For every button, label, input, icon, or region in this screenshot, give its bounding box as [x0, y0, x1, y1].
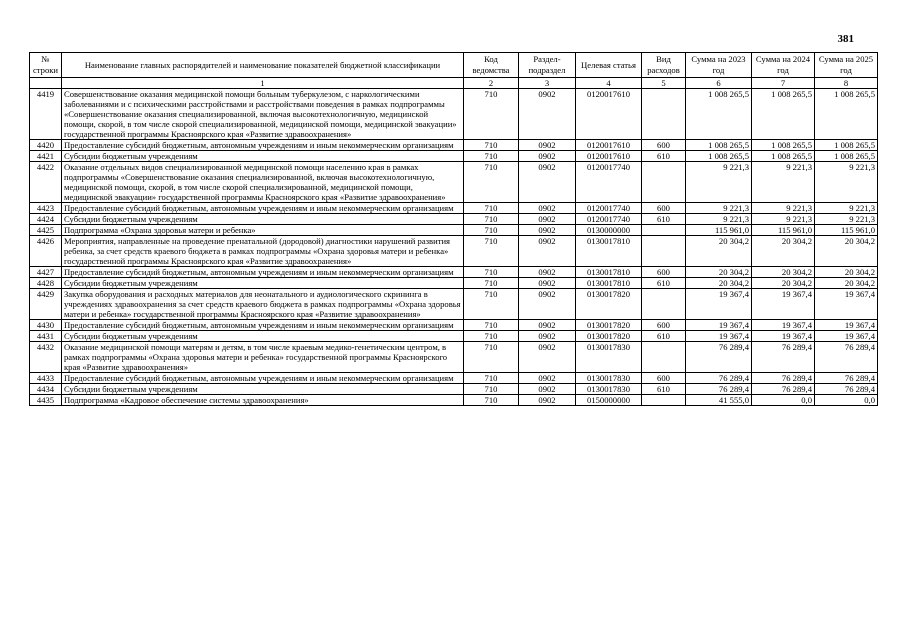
target-code: 0120017610 — [576, 89, 642, 140]
dept-code: 710 — [464, 225, 519, 236]
header-section: Раздел-подраздел — [519, 53, 576, 78]
dept-code: 710 — [464, 203, 519, 214]
sum-2025: 9 221,3 — [815, 214, 878, 225]
sum-2023: 20 304,2 — [686, 278, 752, 289]
sum-2025: 19 367,4 — [815, 331, 878, 342]
header-target: Целевая статья — [576, 53, 642, 78]
expense-type: 600 — [642, 373, 686, 384]
table-row — [30, 140, 878, 151]
row-name: Субсидии бюджетным учреждениям — [62, 214, 464, 225]
sum-2024: 76 289,4 — [752, 342, 815, 373]
sum-2025: 76 289,4 — [815, 373, 878, 384]
target-code: 0120017610 — [576, 151, 642, 162]
target-code: 0130017810 — [576, 236, 642, 267]
section-code: 0902 — [519, 342, 576, 373]
sum-2023: 9 221,3 — [686, 162, 752, 203]
row-number: 4422 — [30, 162, 62, 203]
table-body — [30, 89, 878, 406]
sum-2023: 76 289,4 — [686, 384, 752, 395]
target-code: 0150000000 — [576, 395, 642, 406]
row-number: 4428 — [30, 278, 62, 289]
table-row — [30, 151, 878, 162]
row-number: 4425 — [30, 225, 62, 236]
dept-code: 710 — [464, 236, 519, 267]
row-number: 4419 — [30, 89, 62, 140]
table-row — [30, 225, 878, 236]
expense-type: 600 — [642, 203, 686, 214]
section-code: 0902 — [519, 320, 576, 331]
dept-code: 710 — [464, 214, 519, 225]
row-name: Предоставление субсидий бюджетным, автономным учреждениям и иным некоммерческим организациям — [62, 203, 464, 214]
dept-code: 710 — [464, 267, 519, 278]
row-name: Подпрограмма «Охрана здоровья матери и ребенка» — [62, 225, 464, 236]
column-number: 6 — [686, 78, 752, 89]
sum-2024: 20 304,2 — [752, 278, 815, 289]
section-code: 0902 — [519, 278, 576, 289]
page-number: 381 — [837, 33, 854, 45]
expense-type — [642, 236, 686, 267]
row-number: 4433 — [30, 373, 62, 384]
sum-2023: 20 304,2 — [686, 236, 752, 267]
sum-2023: 115 961,0 — [686, 225, 752, 236]
section-code: 0902 — [519, 140, 576, 151]
target-code: 0130017820 — [576, 320, 642, 331]
target-code: 0130017820 — [576, 331, 642, 342]
header-dept-code: Код ведомства — [464, 53, 519, 78]
dept-code: 710 — [464, 373, 519, 384]
row-number: 4431 — [30, 331, 62, 342]
section-code: 0902 — [519, 384, 576, 395]
sum-2025: 9 221,3 — [815, 162, 878, 203]
target-code: 0130017830 — [576, 373, 642, 384]
sum-2023: 41 555,0 — [686, 395, 752, 406]
sum-2024: 115 961,0 — [752, 225, 815, 236]
expense-type: 610 — [642, 384, 686, 395]
column-number — [30, 78, 62, 89]
sum-2025: 19 367,4 — [815, 320, 878, 331]
sum-2025: 76 289,4 — [815, 342, 878, 373]
target-code: 0130017810 — [576, 267, 642, 278]
table-row — [30, 289, 878, 320]
target-code: 0130017810 — [576, 278, 642, 289]
section-code: 0902 — [519, 267, 576, 278]
row-number: 4429 — [30, 289, 62, 320]
sum-2023: 76 289,4 — [686, 342, 752, 373]
dept-code: 710 — [464, 162, 519, 203]
sum-2024: 19 367,4 — [752, 289, 815, 320]
expense-type: 610 — [642, 278, 686, 289]
row-name: Совершенствование оказания медицинской помощи больным туберкулезом, с наркологическими заболеваниями и с психическими расстройствами и расстройствами поведения в рамках подпрограммы «Совершенствование оказания специализированной, включая высокотехнологичную, медицинской помощи, скорой, в том числе скорой специализированной, медицинской помощи, медицинской эвакуации» государственной программы Красноярского края «Развитие здравоохранения» — [62, 89, 464, 140]
sum-2024: 19 367,4 — [752, 320, 815, 331]
sum-2023: 20 304,2 — [686, 267, 752, 278]
column-number-row — [30, 78, 878, 89]
sum-2023: 1 008 265,5 — [686, 140, 752, 151]
row-name: Субсидии бюджетным учреждениям — [62, 331, 464, 342]
sum-2023: 1 008 265,5 — [686, 89, 752, 140]
column-number: 5 — [642, 78, 686, 89]
dept-code: 710 — [464, 395, 519, 406]
row-name: Оказание отдельных видов специализированной медицинской помощи населению края в рамках подпрограммы «Совершенствование оказания специализированной, включая высокотехнологичную, медицинской помощи, скорой, в том числе скорой специализированной, медицинской помощи, медицинской эвакуации» государственной программы Красноярского края «Развитие здравоохранения» — [62, 162, 464, 203]
dept-code: 710 — [464, 289, 519, 320]
sum-2024: 9 221,3 — [752, 162, 815, 203]
sum-2024: 76 289,4 — [752, 373, 815, 384]
section-code: 0902 — [519, 214, 576, 225]
sum-2025: 19 367,4 — [815, 289, 878, 320]
column-number: 2 — [464, 78, 519, 89]
expense-type — [642, 342, 686, 373]
sum-2023: 19 367,4 — [686, 331, 752, 342]
row-name: Субсидии бюджетным учреждениям — [62, 278, 464, 289]
expense-type: 600 — [642, 320, 686, 331]
sum-2025: 1 008 265,5 — [815, 89, 878, 140]
table-row — [30, 331, 878, 342]
target-code: 0130017830 — [576, 342, 642, 373]
column-number: 8 — [815, 78, 878, 89]
section-code: 0902 — [519, 395, 576, 406]
expense-type: 600 — [642, 267, 686, 278]
section-code: 0902 — [519, 151, 576, 162]
table-row — [30, 236, 878, 267]
column-number: 7 — [752, 78, 815, 89]
dept-code: 710 — [464, 278, 519, 289]
row-name: Субсидии бюджетным учреждениям — [62, 151, 464, 162]
row-name: Подпрограмма «Кадровое обеспечение системы здравоохранения» — [62, 395, 464, 406]
row-number: 4432 — [30, 342, 62, 373]
sum-2023: 19 367,4 — [686, 289, 752, 320]
row-number: 4420 — [30, 140, 62, 151]
sum-2025: 9 221,3 — [815, 203, 878, 214]
column-number: 1 — [62, 78, 464, 89]
expense-type: 600 — [642, 140, 686, 151]
target-code: 0130017830 — [576, 384, 642, 395]
row-number: 4424 — [30, 214, 62, 225]
dept-code: 710 — [464, 384, 519, 395]
sum-2023: 1 008 265,5 — [686, 151, 752, 162]
sum-2024: 9 221,3 — [752, 203, 815, 214]
header-sum-2024: Сумма на 2024 год — [752, 53, 815, 78]
sum-2025: 0,0 — [815, 395, 878, 406]
target-code: 0120017740 — [576, 203, 642, 214]
dept-code: 710 — [464, 320, 519, 331]
header-name: Наименование главных распорядителей и наименование показателей бюджетной классификации — [62, 53, 464, 78]
sum-2025: 76 289,4 — [815, 384, 878, 395]
sum-2025: 1 008 265,5 — [815, 140, 878, 151]
section-code: 0902 — [519, 162, 576, 203]
target-code: 0120017740 — [576, 214, 642, 225]
expense-type — [642, 395, 686, 406]
row-name: Предоставление субсидий бюджетным, автономным учреждениям и иным некоммерческим организациям — [62, 140, 464, 151]
row-number: 4423 — [30, 203, 62, 214]
row-name: Предоставление субсидий бюджетным, автономным учреждениям и иным некоммерческим организациям — [62, 373, 464, 384]
sum-2024: 1 008 265,5 — [752, 140, 815, 151]
section-code: 0902 — [519, 236, 576, 267]
sum-2025: 1 008 265,5 — [815, 151, 878, 162]
sum-2024: 0,0 — [752, 395, 815, 406]
sum-2024: 1 008 265,5 — [752, 89, 815, 140]
header-sum-2025: Сумма на 2025 год — [815, 53, 878, 78]
sum-2024: 19 367,4 — [752, 331, 815, 342]
table-row — [30, 395, 878, 406]
dept-code: 710 — [464, 331, 519, 342]
target-code: 0130000000 — [576, 225, 642, 236]
row-name: Мероприятия, направленные на проведение пренатальной (дородовой) диагностики нарушений развития ребенка, за счет средств краевого бюджета в рамках подпрограммы «Охрана здоровья матери и ребенка» государственной программы Красноярского края «Развитие здравоохранения» — [62, 236, 464, 267]
table-row — [30, 267, 878, 278]
expense-type — [642, 225, 686, 236]
sum-2025: 20 304,2 — [815, 236, 878, 267]
expense-type — [642, 162, 686, 203]
table-row — [30, 278, 878, 289]
expense-type — [642, 89, 686, 140]
sum-2023: 9 221,3 — [686, 214, 752, 225]
dept-code: 710 — [464, 342, 519, 373]
row-name: Закупка оборудования и расходных материалов для неонатального и аудиологического скрининга в учреждениях здравоохранения за счет средств краевого бюджета в рамках подпрограммы «Охрана здоровья матери и ребенка» государственной программы Красноярского края «Развитие здравоохранения» — [62, 289, 464, 320]
header-row-number: № строки — [30, 53, 62, 78]
row-number: 4427 — [30, 267, 62, 278]
sum-2025: 20 304,2 — [815, 278, 878, 289]
row-number: 4421 — [30, 151, 62, 162]
table-row — [30, 320, 878, 331]
sum-2024: 1 008 265,5 — [752, 151, 815, 162]
column-number: 3 — [519, 78, 576, 89]
table-row — [30, 89, 878, 140]
row-number: 4435 — [30, 395, 62, 406]
table-row — [30, 214, 878, 225]
table-row — [30, 373, 878, 384]
row-name: Предоставление субсидий бюджетным, автономным учреждениям и иным некоммерческим организациям — [62, 267, 464, 278]
sum-2023: 19 367,4 — [686, 320, 752, 331]
table-row — [30, 162, 878, 203]
sum-2025: 115 961,0 — [815, 225, 878, 236]
target-code: 0130017820 — [576, 289, 642, 320]
header-sum-2023: Сумма на 2023 год — [686, 53, 752, 78]
dept-code: 710 — [464, 151, 519, 162]
expense-type: 610 — [642, 151, 686, 162]
expense-type: 610 — [642, 331, 686, 342]
header-row — [30, 53, 878, 78]
dept-code: 710 — [464, 140, 519, 151]
sum-2025: 20 304,2 — [815, 267, 878, 278]
expense-type — [642, 289, 686, 320]
row-number: 4434 — [30, 384, 62, 395]
sum-2023: 9 221,3 — [686, 203, 752, 214]
sum-2024: 20 304,2 — [752, 267, 815, 278]
budget-table — [29, 52, 878, 406]
sum-2024: 9 221,3 — [752, 214, 815, 225]
dept-code: 710 — [464, 89, 519, 140]
column-number: 4 — [576, 78, 642, 89]
table-row — [30, 203, 878, 214]
target-code: 0120017740 — [576, 162, 642, 203]
row-number: 4426 — [30, 236, 62, 267]
section-code: 0902 — [519, 225, 576, 236]
section-code: 0902 — [519, 289, 576, 320]
sum-2024: 20 304,2 — [752, 236, 815, 267]
sum-2023: 76 289,4 — [686, 373, 752, 384]
table-row — [30, 342, 878, 373]
section-code: 0902 — [519, 373, 576, 384]
section-code: 0902 — [519, 203, 576, 214]
row-number: 4430 — [30, 320, 62, 331]
expense-type: 610 — [642, 214, 686, 225]
row-name: Предоставление субсидий бюджетным, автономным учреждениям и иным некоммерческим организациям — [62, 320, 464, 331]
section-code: 0902 — [519, 331, 576, 342]
row-name: Оказание медицинской помощи матерям и детям, в том числе краевым медико-генетическим центром, в рамках подпрограммы «Охрана здоровья матери и ребенка» государственной программы Красноярского края «Развитие здравоохранения» — [62, 342, 464, 373]
header-expense-type: Вид расходов — [642, 53, 686, 78]
sum-2024: 76 289,4 — [752, 384, 815, 395]
target-code: 0120017610 — [576, 140, 642, 151]
section-code: 0902 — [519, 89, 576, 140]
row-name: Субсидии бюджетным учреждениям — [62, 384, 464, 395]
table-row — [30, 384, 878, 395]
